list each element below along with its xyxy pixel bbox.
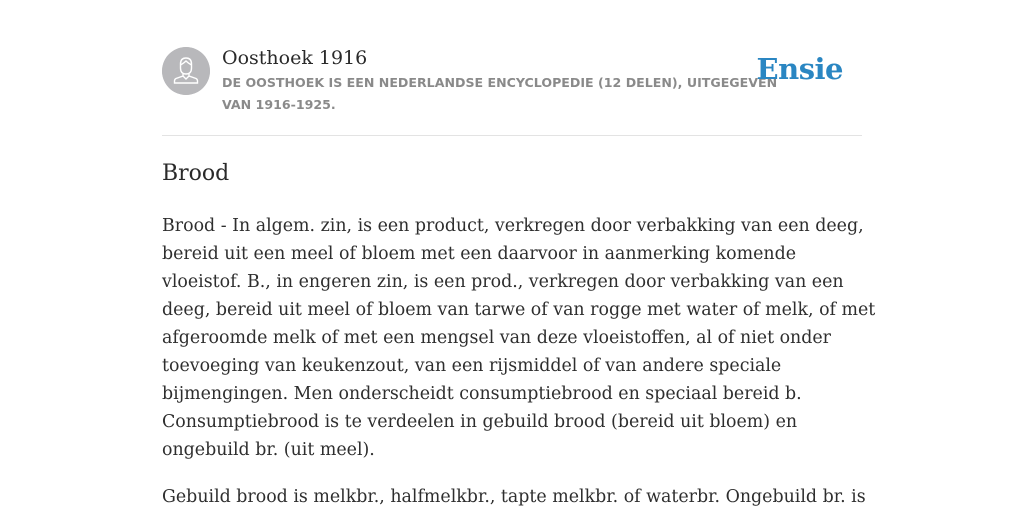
source-name[interactable]: Oosthoek 1916: [222, 47, 368, 69]
article-paragraph: [162, 212, 876, 464]
paragraph-line: afgeroomde melk of met een mengsel van deze vloeistoffen, al of niet onder: [162, 328, 831, 348]
paragraph-line: toevoeging van keukenzout, van een rijsmiddel of van andere speciale: [162, 356, 782, 376]
user-avatar-icon[interactable]: [162, 47, 210, 95]
paragraph-line: Gebuild brood is melkbr., halfmelkbr., tapte melkbr. of waterbr. Ongebuild br. is: [162, 487, 866, 507]
paragraph-line: bereid uit een meel of bloem met een daarvoor in aanmerking komende: [162, 244, 797, 264]
paragraph-line: Brood - In algem. zin, is een product, verkregen door verbakking van een deeg,: [162, 216, 864, 236]
source-description-line: DE OOSTHOEK IS EEN NEDERLANDSE ENCYCLOPEDIE (12 DELEN), UITGEGEVEN: [222, 75, 778, 90]
article-paragraph: [162, 483, 866, 511]
paragraph-line: ongebuild br. (uit meel).: [162, 440, 375, 460]
paragraph-line: deeg, bereid uit meel of bloem van tarwe of van rogge met water of melk, of met: [162, 300, 876, 320]
article-body: [162, 212, 876, 512]
article-title: Brood: [162, 161, 230, 186]
header-divider: [162, 135, 862, 136]
source-header: [162, 40, 862, 135]
source-description: [222, 72, 778, 116]
paragraph-line: vloeistof. B., in engeren zin, is een prod., verkregen door verbakking van een: [162, 272, 844, 292]
paragraph-line: bijmengingen. Men onderscheidt consumptiebrood en speciaal bereid b.: [162, 384, 802, 404]
source-description-line: VAN 1916-1925.: [222, 97, 336, 112]
paragraph-line: Consumptiebrood is te verdeelen in gebuild brood (bereid uit bloem) en: [162, 412, 798, 432]
ensie-logo[interactable]: Ensie: [756, 52, 843, 86]
